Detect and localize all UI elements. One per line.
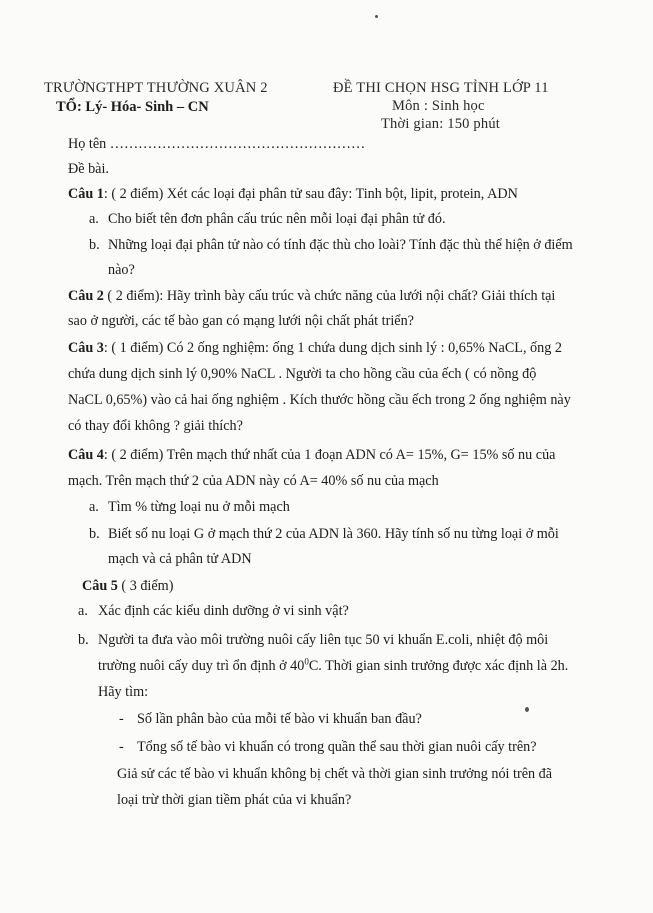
question-5-subitem-2: Tổng số tế bào vi khuẩn có trong quần thể sau thời gian nuôi cấy trên? <box>137 739 537 755</box>
question-2-line2: sao ở người, các tế bào gan có mạng lưới nội chất phát triển? <box>68 313 414 329</box>
question-4-line2: mạch. Trên mạch thứ 2 của ADN này có A= 40% số nu của mạch <box>68 473 439 489</box>
exam-duration: Thời gian: 150 phút <box>381 116 500 132</box>
question-1a-marker: a. <box>89 211 99 227</box>
question-4-line1: Câu 4: ( 2 điểm) Trên mạch thứ nhất của 1 đoạn ADN có A= 15%, G= 15% số nu của <box>68 447 556 463</box>
student-name-line: Họ tên ……………………………………………… <box>68 136 366 152</box>
scan-speck <box>525 707 529 712</box>
question-4b-line2: mạch và cả phân tử ADN <box>108 551 252 567</box>
question-4a-marker: a. <box>89 499 99 515</box>
question-3-line3: NaCL 0,65%) vào cả hai ống nghiệm . Kích thước hồng cầu ếch trong 2 ống nghiệm này <box>68 392 571 408</box>
question-5b-line2: trường nuôi cấy duy trì ổn định ở $40^0C$. Thời gian sinh trưởng được xác định là 2h. <box>98 656 569 674</box>
question-4b-marker: b. <box>89 526 100 542</box>
question-1a: Cho biết tên đơn phân cấu trúc nên mỗi loại đại phân tử đó. <box>108 211 446 227</box>
department: TỔ: Lý- Hóa- Sinh – CN <box>56 99 209 115</box>
question-5-subitem-1: Số lần phân bào của mỗi tế bào vi khuẩn ban đầu? <box>137 711 422 727</box>
question-5-note-line2: loại trừ thời gian tiềm phát của vi khuẩn? <box>117 792 352 808</box>
question-5-label: Câu 5 <box>82 578 118 594</box>
question-5a: Xác định các kiểu dinh dưỡng ở vi sinh vật? <box>98 603 349 619</box>
question-1-intro: Câu 1: ( 2 điểm) Xét các loại đại phân tử sau đây: Tinh bột, lipit, protein, ADN <box>68 186 518 202</box>
question-3-line1: Câu 3: ( 1 điểm) Có 2 ống nghiệm: ống 1 chứa dung dịch sinh lý : 0,65% NaCL, ống 2 <box>68 340 562 356</box>
exam-subject: Môn : Sinh học <box>392 98 485 114</box>
question-1b-line1: Những loại đại phân tử nào có tính đặc thù cho loài? Tính đặc thù thể hiện ở điểm <box>108 237 573 253</box>
question-5b-line3: Hãy tìm: <box>98 684 149 700</box>
question-2-label: Câu 2 <box>68 288 104 304</box>
scan-speck <box>375 15 378 18</box>
question-4a: Tìm % từng loại nu ở mỗi mạch <box>108 499 290 515</box>
de-bai-heading: Đề bài. <box>68 161 109 177</box>
question-1b-marker: b. <box>89 237 100 253</box>
question-5-dash-1: - <box>119 711 124 727</box>
question-5b-line1: Người ta đưa vào môi trường nuôi cấy liên tục 50 vi khuẩn E.coli, nhiệt độ môi <box>98 632 549 648</box>
exam-title: ĐỀ THI CHỌN HSG TỈNH LỚP 11 <box>333 80 549 96</box>
question-4-label: Câu 4 <box>68 447 104 463</box>
question-4b-line1: Biết số nu loại G ở mạch thứ 2 của ADN là 360. Hãy tính số nu từng loại ở mỗi <box>108 526 559 542</box>
question-5-note-line1: Giả sử các tế bào vi khuẩn không bị chết và thời gian sinh trưởng nói trên đã <box>117 766 553 782</box>
question-5b-marker: b. <box>78 632 89 648</box>
question-5a-marker: a. <box>78 603 88 619</box>
question-3-label: Câu 3 <box>68 340 104 356</box>
question-1-label: Câu 1 <box>68 186 104 202</box>
question-1b-line2: nào? <box>108 262 135 278</box>
question-3-line2: chứa dung dịch sinh lý 0,90% NaCL . Người ta cho hồng cầu của ếch ( có nồng độ <box>68 366 537 382</box>
degree-superscript: 0 <box>304 656 309 667</box>
question-3-line4: có thay đổi không ? giải thích? <box>68 418 243 434</box>
question-5-dash-2: - <box>119 739 124 755</box>
school-name: TRƯỜNGTHPT THƯỜNG XUÂN 2 <box>44 80 268 96</box>
question-2-line1: Câu 2 ( 2 điểm): Hãy trình bày cấu trúc và chức năng của lưới nội chất? Giải thích tại <box>68 288 556 304</box>
question-5-heading: Câu 5 ( 3 điểm) <box>82 578 174 594</box>
